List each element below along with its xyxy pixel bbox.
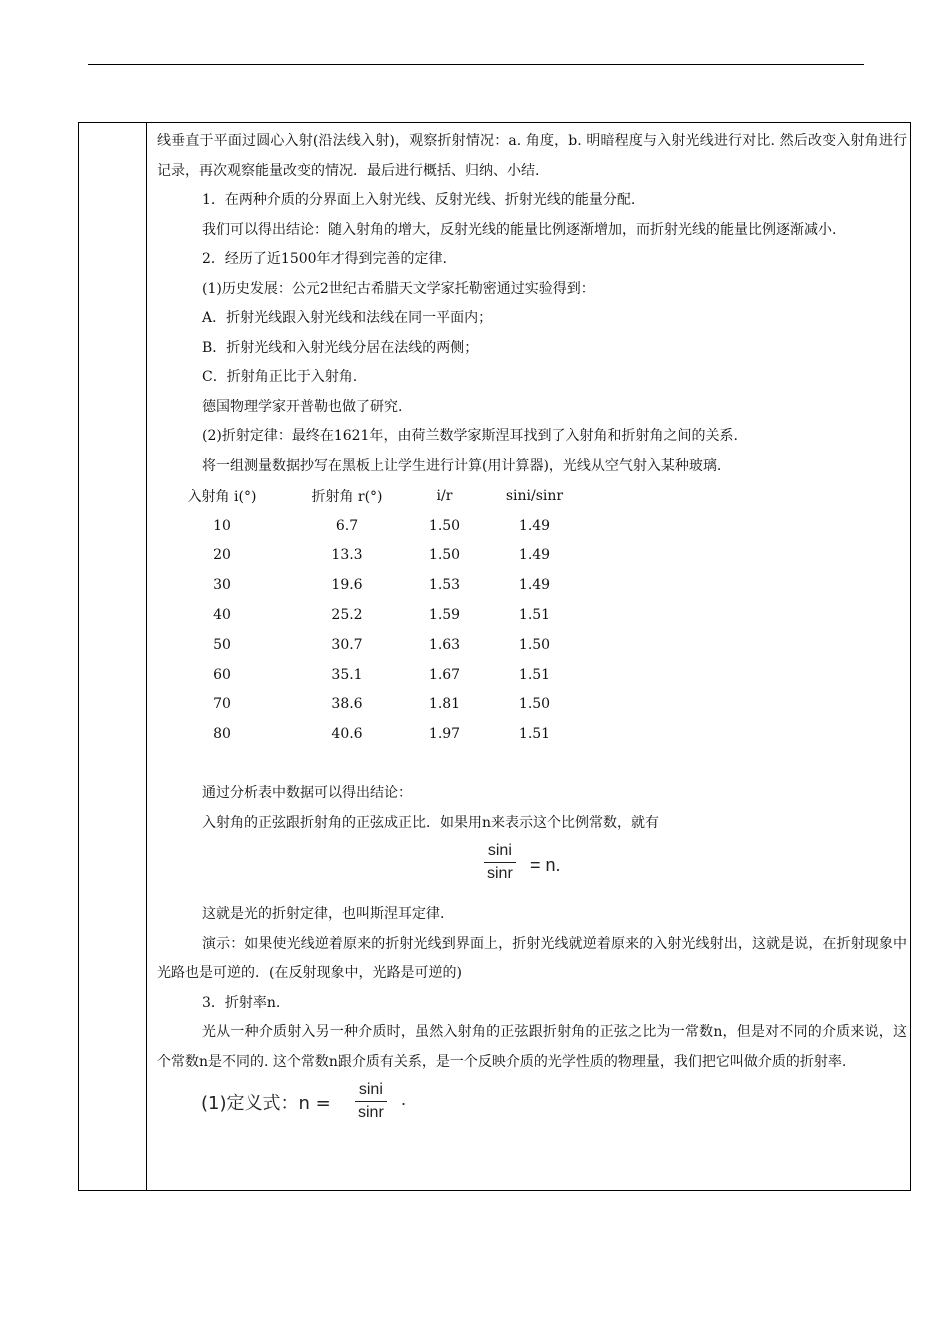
- table-cell: 30: [213, 577, 231, 594]
- table-cell: 1.50: [428, 547, 461, 564]
- paragraph-point-a: A．折射光线跟入射光线和法线在同一平面内；: [202, 310, 493, 326]
- paragraph-snell: (2)折射定律：最终在1621年，由荷兰数学家斯涅耳找到了入射角和折射角之间的关系.: [202, 428, 738, 444]
- table-header-row: [157, 481, 587, 511]
- table-cell: 60: [213, 666, 231, 683]
- paragraph-conclusion-energy: 我们可以得出结论：随入射角的增大，反射光线的能量比例逐渐增加，而折射光线的能量比例逐渐减小.: [202, 221, 837, 238]
- header-sine-ratio: sini/sinr: [505, 487, 564, 504]
- table-cell: 1.59: [428, 607, 461, 624]
- table-cell: 1.49: [518, 547, 551, 564]
- definition-period: .: [401, 1089, 407, 1110]
- content-cell: [157, 127, 907, 1139]
- definition-fraction: [355, 1081, 387, 1122]
- table-cell: 40: [213, 607, 231, 624]
- table-cell: 1.51: [518, 726, 551, 743]
- snell-formula: [157, 838, 907, 900]
- table-row: [157, 630, 587, 660]
- table-row: [157, 719, 587, 749]
- paragraph-ptolemy: (1)历史发展：公元2世纪古希腊天文学家托勒密通过实验得到：: [202, 280, 595, 297]
- fraction-bar: [484, 862, 516, 863]
- table-cell: 1.97: [428, 726, 461, 743]
- paragraph-snell-law: 这就是光的折射定律，也叫斯涅耳定律.: [202, 906, 445, 923]
- left-column-cell: [79, 123, 147, 1190]
- table-cell: 80: [213, 726, 231, 743]
- table-cell: 20: [213, 547, 231, 564]
- table-cell: 30.7: [331, 636, 363, 653]
- table-row: [157, 690, 587, 720]
- paragraph-point-b: B．折射光线和入射光线分居在法线的两侧；: [202, 339, 479, 356]
- lesson-table-frame: [78, 122, 911, 1191]
- table-row: [157, 511, 587, 541]
- table-row: [157, 570, 587, 600]
- table-cell: 70: [213, 696, 231, 713]
- table-cell: 1.49: [518, 577, 551, 594]
- paragraph-observation: 线垂直于平面过圆心入射(沿法线入射)，观察折射情况：a. 角度，b. 明暗程度与入射光线进行对比. 然后改变入射角进行记录，再次观察能量改变的情况．最后进行概括、归纳、小结.: [157, 133, 907, 179]
- fraction-numerator: sini: [358, 1081, 383, 1099]
- paragraph-law-history: 2．经历了近1500年才得到完善的定律.: [202, 251, 447, 267]
- header-refraction-angle: 折射角 r(°): [311, 488, 383, 505]
- formula-rhs: = n.: [530, 855, 561, 876]
- paragraph-energy-distribution: 1．在两种介质的分界面上入射光线、反射光线、折射光线的能量分配.: [202, 192, 636, 208]
- definition-label: (1)定义式：n =: [201, 1093, 331, 1115]
- table-cell: 1.51: [518, 607, 551, 624]
- paragraph-kepler: 德国物理学家开普勒也做了研究.: [202, 398, 403, 415]
- table-cell: 1.49: [518, 517, 551, 534]
- measurement-table: [157, 481, 587, 749]
- paragraph-reversibility: 演示：如果使光线逆着原来的折射光线到界面上，折射光线就逆着原来的入射光线射出，这就是说，在折射现象中光路也是可逆的．(在反射现象中，光路是可逆的): [157, 935, 907, 982]
- table-row: [157, 541, 587, 571]
- table-cell: 1.53: [428, 577, 461, 594]
- table-cell: 38.6: [331, 696, 363, 713]
- table-cell: 19.6: [331, 577, 363, 594]
- paragraph-measurement: 将一组测量数据抄写在黑板上让学生进行计算(用计算器)，光线从空气射入某种玻璃.: [202, 457, 722, 474]
- table-cell: 13.3: [331, 547, 363, 564]
- fraction-numerator: sini: [487, 842, 512, 860]
- table-cell: 1.63: [428, 636, 461, 653]
- table-row: [157, 600, 587, 630]
- snell-fraction: [484, 842, 516, 883]
- table-cell: 6.7: [335, 517, 359, 534]
- paragraph-refractive-index: 光从一种介质射入另一种介质时，虽然入射角的正弦跟折射角的正弦之比为一常数n，但是对不同的介质来说，这个常数n是不同的. 这个常数n跟介质有关系，是一个反映介质的光学性质的物理量，我们把它叫做介质的折射率.: [157, 1024, 907, 1070]
- table-cell: 35.1: [331, 666, 363, 683]
- fraction-denominator: sinr: [487, 865, 513, 883]
- table-row: [157, 660, 587, 690]
- paragraph-point-c: C．折射角正比于入射角.: [202, 369, 358, 385]
- table-cell: 1.50: [518, 636, 551, 653]
- paragraph-proportional: 入射角的正弦跟折射角的正弦成正比．如果用n来表示这个比例常数，就有: [202, 814, 660, 831]
- table-cell: 1.50: [428, 517, 461, 534]
- table-cell: 50: [213, 636, 231, 653]
- paragraph-table-analysis: 通过分析表中数据可以得出结论：: [202, 785, 412, 802]
- header-incidence-angle: 入射角 i(°): [187, 488, 257, 505]
- fraction-bar: [355, 1101, 387, 1102]
- definition-formula: [157, 1077, 907, 1139]
- header-ratio: i/r: [436, 487, 453, 504]
- header-rule: [88, 64, 864, 65]
- table-cell: 1.67: [428, 666, 461, 683]
- table-cell: 1.81: [428, 696, 461, 713]
- table-cell: 1.51: [518, 666, 551, 683]
- paragraph-refractive-index-heading: 3．折射率n.: [202, 994, 281, 1011]
- table-cell: 25.2: [331, 607, 363, 624]
- fraction-denominator: sinr: [358, 1104, 384, 1122]
- table-cell: 10: [213, 517, 231, 534]
- table-cell: 1.50: [518, 696, 551, 713]
- table-cell: 40.6: [331, 726, 363, 743]
